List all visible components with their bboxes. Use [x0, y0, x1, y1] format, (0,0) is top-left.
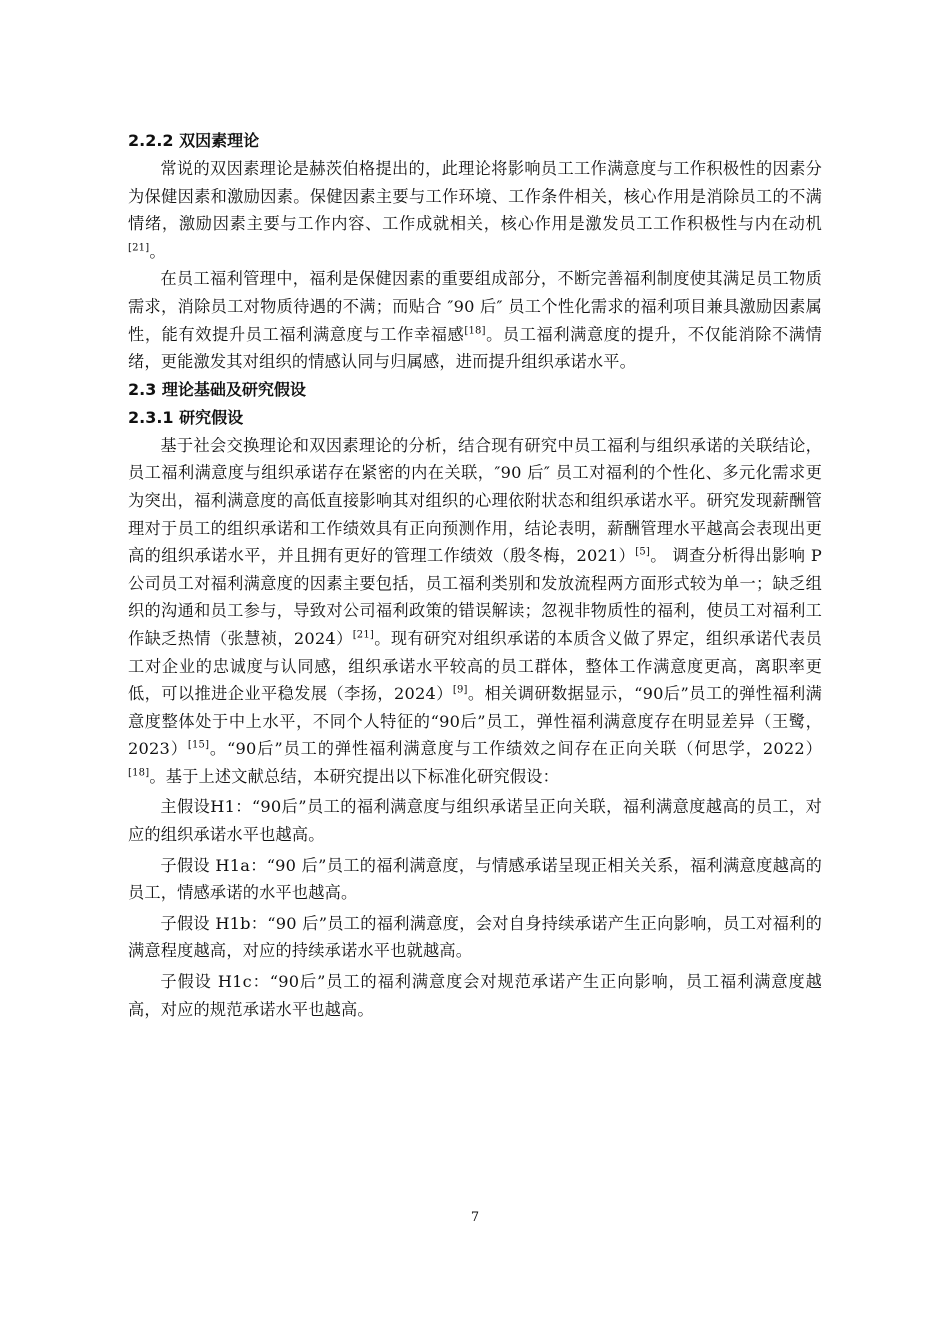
paragraph-text: 常说的双因素理论是赫茨伯格提出的，此理论将影响员工工作满意度与工作积极性的因素分为保健因素和激励因素。保健因素主要与工作环境、工作条件相关，核心作用是消除员工的不满情绪，激励因素主要与工作内容、工作成就相关，核心作用是激发员工工作积极性与内在动机: [128, 159, 822, 234]
citation-18: [18]: [128, 767, 150, 779]
hypothesis-h1a: 子假设 H1a：“90 后”员工的福利满意度，与情感承诺呈现正相关关系，福利满意度越高的员工，情感承诺的水平也越高。: [128, 855, 822, 903]
hypothesis-h1b: 子假设 H1b：“90 后”员工的福利满意度，会对自身持续承诺产生正向影响，员工对福利的满意程度越高，对应的持续承诺水平也就越高。: [128, 913, 822, 961]
hypothesis-h1: 主假设H1：“90后”员工的福利满意度与组织承诺呈正向关联，福利满意度越高的员工，对应的组织承诺水平也越高。: [128, 797, 822, 845]
section-heading-2-3-1: 2.3.1 研究假设: [128, 407, 244, 427]
paragraph-text: 。基于上述文献总结，本研究提出以下标准化研究假设：: [149, 766, 560, 786]
paragraph-text: 。员工福利满意度的提升，不仅能消除不满情绪，更能激发其对组织的情感认同与归属感，进而提升组织承诺水平。: [128, 324, 823, 372]
paragraph-welfare-management: [128, 265, 822, 375]
paragraph-text: 。“90后”员工的弹性福利满意度与工作绩效之间存在正向关联（何思学，2022）: [209, 739, 822, 759]
citation-5: [5]: [635, 546, 651, 558]
page-body: [128, 127, 822, 1023]
paragraph-two-factor-theory: [128, 155, 822, 265]
paragraph-text: 在员工福利管理中，福利是保健因素的重要组成部分，不断完善福利制度使其满足员工物质需求，消除员工对物质待遇的不满；而贴合 ″90 后″ 员工个性化需求的福利项目兼具激励因素属性，能有效提升员工福利满意度与工作幸福感: [128, 269, 822, 344]
paragraph-text: 。相关调研数据显示，“90后”员工的弹性福利满意度整体处于中上水平，不同个人特征的“90后”员工，弹性福利满意度存在明显差异（王鹭，2023）: [128, 684, 822, 759]
paragraph-text: 。 调查分析得出影响 P 公司员工对福利满意度的因素主要包括，员工福利类别和发放流程两方面形式较为单一；缺乏组织的沟通和员工参与，导致对公司福利政策的错误解读；忽视非物质性的福利，使员工对福利工作缺乏热情（张慧祯，2024）: [128, 546, 822, 648]
page-number: 7: [470, 1210, 480, 1225]
citation-18: [18]: [464, 325, 486, 337]
citation-21: [21]: [128, 242, 150, 254]
paragraph-research-basis: [128, 432, 822, 791]
citation-9: [9]: [452, 684, 468, 696]
section-heading-2-3: 2.3 理论基础及研究假设: [128, 379, 306, 399]
citation-15: [15]: [187, 739, 210, 751]
section-heading-2-2-2: 2.2.2 双因素理论: [128, 131, 260, 150]
paragraph-text: 。现有研究对组织承诺的本质含义做了界定，组织承诺代表员工对企业的忠诚度与认同感，组织承诺水平较高的员工群体，整体工作满意度更高，离职率更低，可以推进企业平稳发展（李扬，2024）: [128, 628, 822, 704]
paragraph-text: 。: [149, 241, 166, 261]
hypothesis-h1c: 子假设 H1c：“90后”员工的福利满意度会对规范承诺产生正向影响，员工福利满意度越高，对应的规范承诺水平也越高。: [128, 972, 822, 1019]
paragraph-text: 基于社会交换理论和双因素理论的分析，结合现有研究中员工福利与组织承诺的关联结论，员工福利满意度与组织承诺存在紧密的内在关联，″90 后″ 员工对福利的个性化、多元化需求更为突出，福利满意度的高低直接影响其对组织的心理依附状态和组织承诺水平。研究发现薪酬管理对于员工的组织承诺和工作绩效具有正向预测作用，结论表明，薪酬管理水平越高会表现出更高的组织承诺水平，并且拥有更好的管理工作绩效（殷冬梅，2021）: [128, 435, 822, 566]
citation-21: [21]: [352, 629, 375, 641]
